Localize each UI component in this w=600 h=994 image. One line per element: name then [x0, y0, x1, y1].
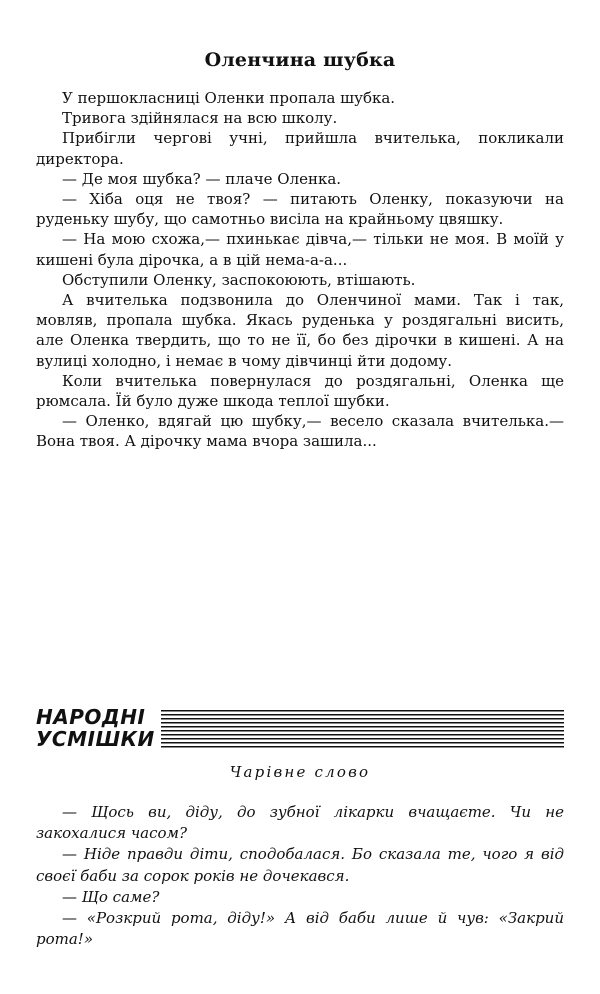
- section-label: [36, 706, 155, 750]
- story-body: [36, 88, 564, 452]
- story-title: Оленчина шубка: [204, 49, 396, 71]
- story-paragraph: Обступили Оленку, заспокоюють, втішають.: [62, 270, 416, 289]
- story-paragraph: — Оленко, вдягай цю шубку,— весело сказала вчителька.— Вона твоя. А дірочку мама вчора зашила...: [36, 412, 564, 451]
- story-paragraph: — Хіба оця не твоя? — питають Оленку, показуючи на руденьку шубу, що самотньо висіла на крайньому цвяшку.: [36, 190, 564, 229]
- joke-paragraph: — Ніде правди діти, сподобалася. Бо сказала те, чого я від своєї баби за сорок років не дочекався.: [36, 845, 564, 885]
- story-paragraph: Коли вчителька повернулася до роздягальні, Оленка ще рюмсала. Їй було дуже шкода теплої шубки.: [36, 371, 564, 411]
- story-paragraph: У першокласниці Оленки пропала шубка.: [62, 89, 396, 107]
- joke-body: [36, 802, 564, 950]
- story-paragraph: — Де моя шубка? — плаче Оленка.: [62, 169, 342, 188]
- joke-title: Чарівне слово: [229, 763, 371, 781]
- section-rules: [161, 710, 564, 750]
- joke-paragraph: — Що саме?: [62, 887, 160, 906]
- story-paragraph: Прибігли чергові учні, прийшла вчителька, покликали директора.: [36, 129, 564, 168]
- story-paragraph: А вчителька подзвонила до Оленчиної мами. Так і так, мовляв, пропала шубка. Якась руденька у роздягальні висить, але Оленка твердить, що то не її, бо без дірочки в кишені. А на вулиці холодно, і немає в чому дівчинці йти додому.: [36, 291, 564, 370]
- story-paragraph: — На мою схожа,— пхинькає дівча,— тільки не моя. В моїй у кишені була дірочка, а в цій нема-а-а...: [36, 230, 564, 269]
- section-label-line: УСМІШКИ: [36, 727, 155, 751]
- joke-paragraph: — Щось ви, діду, до зубної лікарки вчащаєте. Чи не закохалися часом?: [36, 803, 564, 843]
- story-paragraph: Тривога здійнялася на всю школу.: [62, 109, 338, 128]
- joke-paragraph: — «Розкрий рота, діду!» А від баби лише й чув: «Закрий рота!»: [36, 909, 564, 949]
- section-label-line: НАРОДНІ: [36, 705, 146, 729]
- section-header: [36, 706, 564, 754]
